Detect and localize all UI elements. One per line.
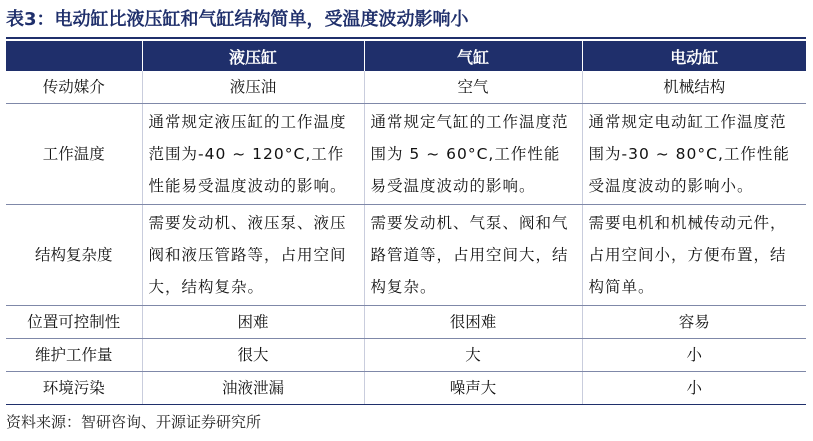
cell-pneumatic: 通常规定气缸的工作温度范围为 5 ~ 60°C,工作性能易受温度波动的影响。	[364, 104, 582, 205]
cell-electric: 容易	[582, 306, 806, 339]
cell-electric: 通常规定电动缸工作温度范围为-30 ~ 80°C,工作性能受温度波动的影响小。	[582, 104, 806, 205]
table-row	[6, 372, 806, 405]
row-feature: 传动媒介	[6, 71, 142, 104]
bottom-rule	[6, 404, 806, 405]
cell-electric: 需要电机和机械传动元件，占用空间小，方便布置，结构简单。	[582, 205, 806, 306]
table-row	[6, 339, 806, 372]
header-feature	[6, 41, 142, 71]
row-feature: 维护工作量	[6, 339, 142, 372]
table-row	[6, 104, 806, 205]
table-header-row	[6, 41, 806, 71]
header-hydraulic: 液压缸	[142, 41, 364, 71]
cell-electric: 小	[582, 372, 806, 405]
cell-electric: 机械结构	[582, 71, 806, 104]
cell-pneumatic: 大	[364, 339, 582, 372]
cell-hydraulic: 需要发动机、液压泵、液压阀和液压管路等，占用空间大，结构复杂。	[142, 205, 364, 306]
cell-pneumatic: 需要发动机、气泵、阀和气路管道等，占用空间大，结构复杂。	[364, 205, 582, 306]
table-row	[6, 306, 806, 339]
cell-hydraulic: 困难	[142, 306, 364, 339]
cell-pneumatic: 空气	[364, 71, 582, 104]
header-electric: 电动缸	[582, 41, 806, 71]
row-feature: 环境污染	[6, 372, 142, 405]
row-feature: 位置可控制性	[6, 306, 142, 339]
comparison-table	[6, 41, 806, 405]
cell-hydraulic: 油液泄漏	[142, 372, 364, 405]
cell-hydraulic: 液压油	[142, 71, 364, 104]
source-note: 资料来源：智研咨询、开源证券研究所	[6, 413, 262, 431]
row-feature: 结构复杂度	[6, 205, 142, 306]
row-feature: 工作温度	[6, 104, 142, 205]
table-row	[6, 205, 806, 306]
top-rule	[6, 37, 806, 39]
cell-electric: 小	[582, 339, 806, 372]
table-title: 表3：电动缸比液压缸和气缸结构简单，受温度波动影响小	[6, 9, 469, 30]
header-pneumatic: 气缸	[364, 41, 582, 71]
cell-hydraulic: 很大	[142, 339, 364, 372]
table-row	[6, 71, 806, 104]
cell-hydraulic: 通常规定液压缸的工作温度范围为-40 ~ 120°C,工作性能易受温度波动的影响。	[142, 104, 364, 205]
cell-pneumatic: 噪声大	[364, 372, 582, 405]
cell-pneumatic: 很困难	[364, 306, 582, 339]
